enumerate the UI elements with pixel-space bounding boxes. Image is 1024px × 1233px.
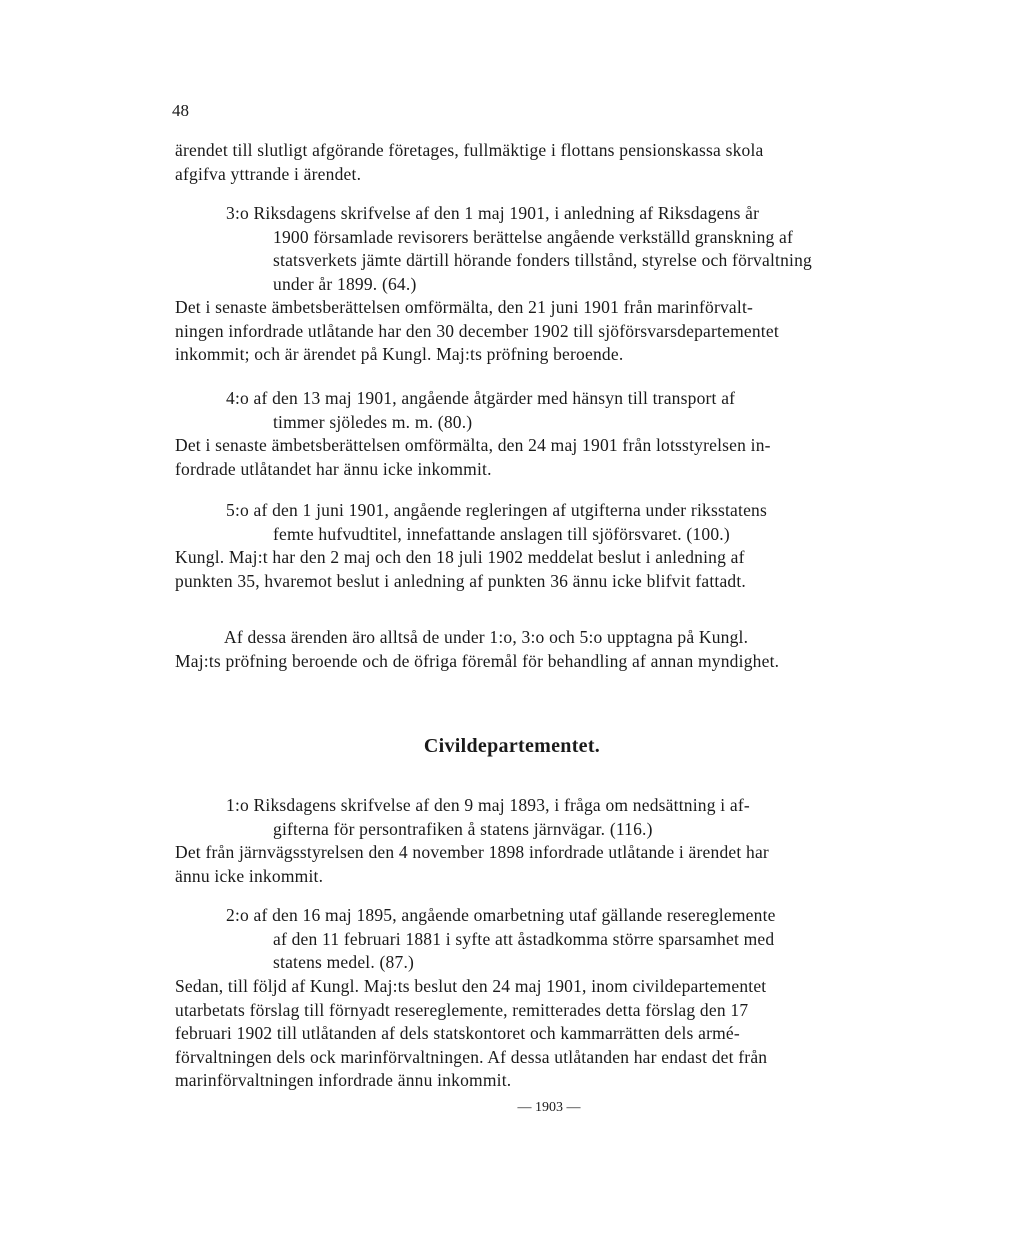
text-line: fordrade utlåtandet har ännu icke inkommit. xyxy=(175,458,492,479)
text-line: ännu icke inkommit. xyxy=(175,865,324,886)
page-number: 48 xyxy=(172,101,189,120)
text-line: februari 1902 till utlåtanden af dels statskontoret och kammarrätten dels armé- xyxy=(175,1023,740,1043)
summary-paragraph xyxy=(175,626,937,673)
page-footer: — 1903 — xyxy=(517,1100,581,1115)
text-line: gifterna för persontrafiken å statens järnvägar. (116.) xyxy=(273,818,653,839)
text-line: af den 11 februari 1881 i syfte att åstadkomma större sparsamhet med xyxy=(273,928,775,949)
text-line: 4:o af den 13 maj 1901, angående åtgärder med hänsyn till transport af xyxy=(226,388,736,408)
text-line: 2:o af den 16 maj 1895, angående omarbetning utaf gällande resereglemente xyxy=(226,905,776,925)
item-3-body xyxy=(175,296,937,367)
text-line: Sedan, till följd af Kungl. Maj:ts beslut den 24 maj 1901, inom civildepartementet xyxy=(175,976,767,996)
text-line: Det från järnvägsstyrelsen den 4 november 1898 infordrade utlåtande i ärendet har xyxy=(175,842,769,862)
item-4-heading xyxy=(175,387,937,434)
text-line: 3:o Riksdagens skrifvelse af den 1 maj 1901, i anledning af Riksdagens år xyxy=(226,203,760,223)
text-line: timmer sjöledes m. m. (80.) xyxy=(273,411,473,432)
paragraph-intro xyxy=(175,139,937,186)
text-line: femte hufvudtitel, innefattande anslagen till sjöförsvaret. (100.) xyxy=(273,523,730,544)
text-line: Det i senaste ämbetsberättelsen omförmälta, den 24 maj 1901 från lotsstyrelsen in- xyxy=(175,435,771,455)
civil-item-2-body xyxy=(175,975,937,1093)
text-line: ningen infordrade utlåtande har den 30 december 1902 till sjöförsvarsdepartementet xyxy=(175,320,779,341)
text-line: Maj:ts pröfning beroende och de öfriga föremål för behandling af annan myndighet. xyxy=(175,650,780,671)
text-line: inkommit; och är ärendet på Kungl. Maj:ts pröfning beroende. xyxy=(175,344,624,364)
text-line: statens medel. (87.) xyxy=(273,952,415,972)
text-line: statsverkets jämte därtill hörande fonders tillstånd, styrelse och förvaltning xyxy=(273,250,813,270)
item-3-heading xyxy=(175,202,937,296)
civil-item-1-heading xyxy=(175,794,937,841)
text-line: afgifva yttrande i ärendet. xyxy=(175,163,362,184)
item-5-heading xyxy=(175,499,937,546)
item-5-body xyxy=(175,546,937,593)
text-line: under år 1899. (64.) xyxy=(273,273,417,294)
text-line: punkten 35, hvaremot beslut i anledning af punkten 36 ännu icke blifvit fattadt. xyxy=(175,570,747,591)
text-line: 5:o af den 1 juni 1901, angående regleringen af utgifterna under riksstatens xyxy=(226,500,767,520)
text-line: utarbetats förslag till förnyadt resereglemente, remitterades detta förslag den 17 xyxy=(175,999,749,1020)
text-line: Af dessa ärenden äro alltså de under 1:o, 3:o och 5:o upptagna på Kungl. xyxy=(224,627,749,647)
civil-item-1-body xyxy=(175,841,937,888)
item-4-body xyxy=(175,434,937,481)
text-line: Det i senaste ämbetsberättelsen omförmälta, den 21 juni 1901 från marinförvalt- xyxy=(175,297,754,317)
civil-item-2-heading xyxy=(175,904,937,975)
text-line: 1900 församlade revisorers berättelse angående verkställd granskning af xyxy=(273,226,794,247)
text-line: ärendet till slutligt afgörande företages, fullmäktige i flottans pensionskassa skola xyxy=(175,140,764,160)
text-line: Kungl. Maj:t har den 2 maj och den 18 juli 1902 meddelat beslut i anledning af xyxy=(175,547,745,567)
text-line: marinförvaltningen infordrade ännu inkommit. xyxy=(175,1070,512,1090)
section-heading: Civildepartementet. xyxy=(423,735,601,757)
text-line: 1:o Riksdagens skrifvelse af den 9 maj 1893, i fråga om nedsättning i af- xyxy=(226,795,750,815)
text-line: förvaltningen dels ock marinförvaltningen. Af dessa utlåtanden har endast det från xyxy=(175,1046,768,1067)
